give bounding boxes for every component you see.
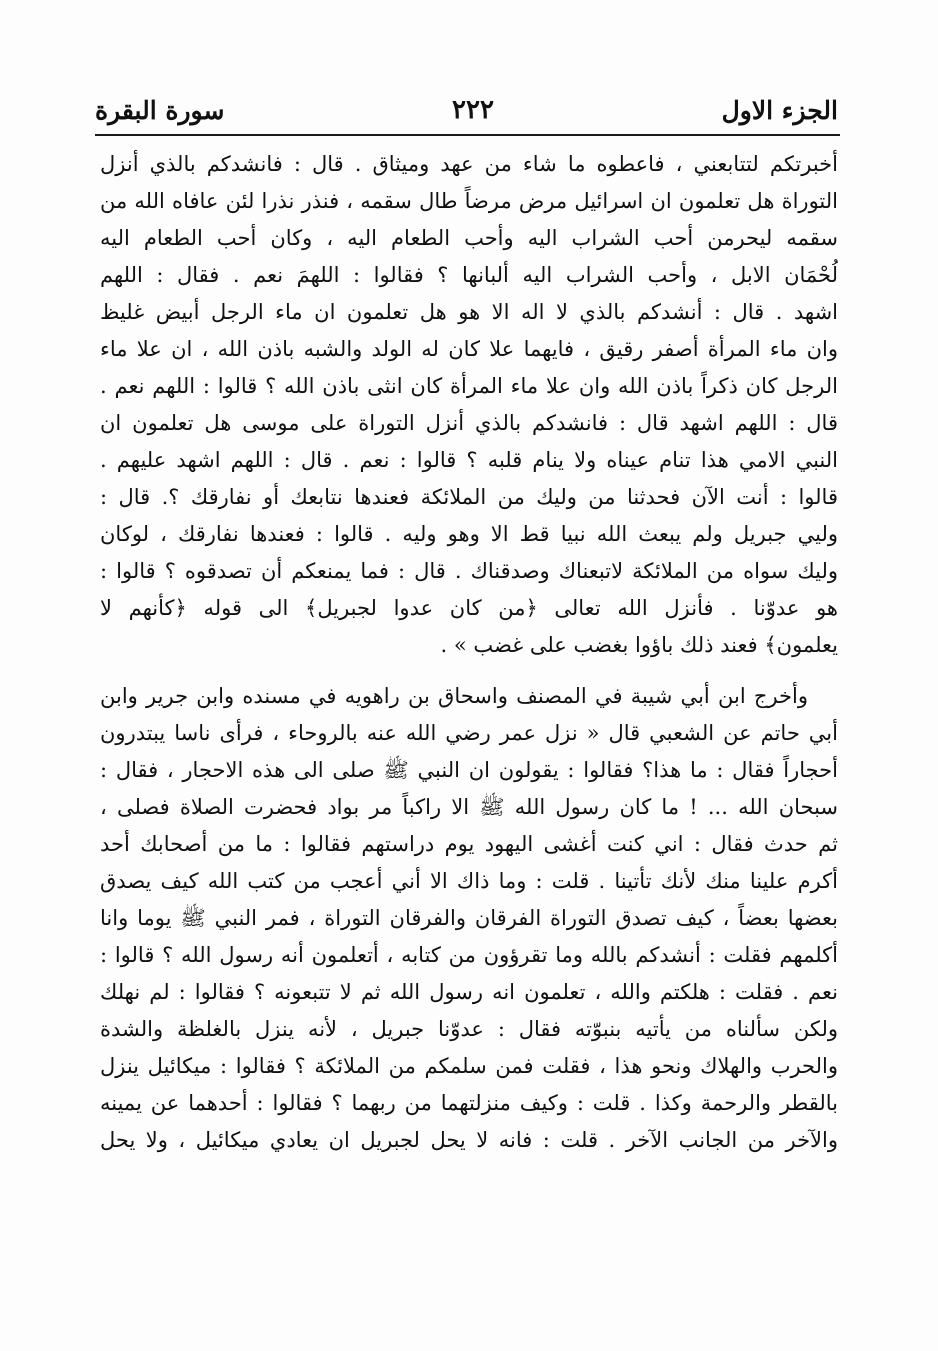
text-line: أحجاراً فقال : ما هذا؟ فقالوا : يقولون ان النبي ﷺ صلى الى هذه الاحجار ، فقال :: [100, 758, 838, 782]
text-line: وان ماء المرأة أصفر رقيق ، فايهما علا كان له الولد والشبه باذن الله ، ان علا ماء: [100, 337, 838, 361]
text-line: وليي جبريل ولم يبعث الله نبيا قط الا وهو وليه . قالوا : فعندها نفارقك ، لوكان: [100, 522, 838, 546]
text-line: سقمه ليحرمن أحب الشراب اليه وأحب الطعام اليه ، وكان أحب الطعام اليه: [100, 226, 838, 250]
page-body: [100, 146, 838, 1159]
text-line: النبي الامي هذا تنام عيناه ولا ينام قلبه ؟ قالوا : نعم . قال : اللهم اشهد عليهم .: [100, 448, 838, 472]
text-line: بالقطر والرحمة وكذا . قلت : وكيف منزلتهما من ربهما ؟ فقالوا : أحدهما عن يمينه: [100, 1091, 838, 1115]
paragraph-2: [100, 678, 838, 1159]
text-line: ثم حدث فقال : اني كنت أغشى اليهود يوم دراستهم فقالوا : ما من أصحابك أحد: [100, 832, 838, 856]
text-line: ولكن سألناه من يأتيه بنبوّته فقال : عدوّنا جبريل ، لأنه ينزل بالغلظة والشدة: [100, 1017, 838, 1041]
paragraph-gap: [100, 664, 838, 678]
text-line: وليك سواه من الملائكة لاتبعناك وصدقناك . قال : فما يمنعكم أن تصدقوه ؟ قالوا :: [100, 559, 838, 583]
header-rule: [95, 134, 840, 136]
text-line: اشهد . قال : أنشدكم بالذي لا اله الا هو هل تعلمون ان ماء الرجل أبيض غليظ: [100, 300, 838, 324]
text-line: قالوا : أنت الآن فحدثنا من وليك من الملائكة فعندها نتابعك أو نفارقك ؟. قال :: [100, 485, 838, 509]
text-line: سبحان الله ... ! ما كان رسول الله ﷺ الا راكباً مر بواد فحضرت الصلاة فصلى ،: [100, 795, 838, 819]
text-line: بعضها بعضاً ، كيف تصدق التوراة الفرقان والفرقان التوراة ، فمر النبي ﷺ يوما وانا: [100, 906, 838, 930]
paragraph-1: [100, 146, 838, 664]
text-line: والحرب والهلاك ونحو هذا ، فقلت فمن سلمكم من الملائكة ؟ فقالوا : ميكائيل ينزل: [100, 1054, 838, 1078]
text-line: وأخرج ابن أبي شيبة في المصنف واسحاق بن راهويه في مسنده وابن جرير وابن: [100, 684, 808, 708]
page-number: ٢٢٢: [452, 95, 494, 125]
text-line: نعم . فقلت : هلكتم والله ، تعلمون انه رسول الله ثم لا تتبعونه ؟ فقالوا : لم نهلك: [100, 980, 838, 1004]
text-line: لُحْمَان الابل ، وأحب الشراب اليه ألبانها ؟ فقالوا : اللهمَ نعم . فقال : اللهم: [100, 263, 838, 287]
text-line: أكلمهم فقلت : أنشدكم بالله وما تقرؤون من كتابه ، أتعلمون أنه رسول الله ؟ قالوا :: [100, 943, 838, 967]
text-line: أبي حاتم عن الشعبي قال « نزل عمر رضي الله عنه بالروحاء ، فرأى ناسا يبتدرون: [100, 721, 838, 745]
page-header: [95, 86, 838, 134]
text-line: أكرم علينا منك لأنك تأتينا . قلت : وما ذاك الا أني أعجب من كتب الله كيف يصدق: [100, 869, 838, 893]
text-line: التوراة هل تعلمون ان اسرائيل مرض مرضاً طال سقمه ، فنذر نذرا لئن عافاه الله من: [100, 189, 838, 213]
text-line: هو عدوّنا . فأنزل الله تعالى ﴿من كان عدوا لجبريل﴾ الى قوله ﴿كأنهم لا: [100, 596, 838, 620]
text-line: أخبرتكم لتتابعني ، فاعطوه ما شاء من عهد وميثاق . قال : فانشدكم بالذي أنزل: [100, 152, 838, 176]
text-line: والآخر من الجانب الآخر . قلت : فانه لا يحل لجبريل ان يعادي ميكائيل ، ولا يحل: [100, 1128, 838, 1152]
surah-title: سورة البقرة: [95, 95, 225, 125]
text-line: يعلمون﴾ فعند ذلك باؤوا بغضب على غضب » .: [440, 633, 838, 657]
part-title: الجزء الاول: [721, 95, 838, 125]
text-line: قال : اللهم اشهد قال : فانشدكم بالذي أنزل التوراة على موسى هل تعلمون ان: [100, 411, 838, 435]
text-line: الرجل كان ذكراً باذن الله وان علا ماء المرأة كان انثى باذن الله ؟ قالوا : اللهم نعم .: [100, 374, 838, 398]
